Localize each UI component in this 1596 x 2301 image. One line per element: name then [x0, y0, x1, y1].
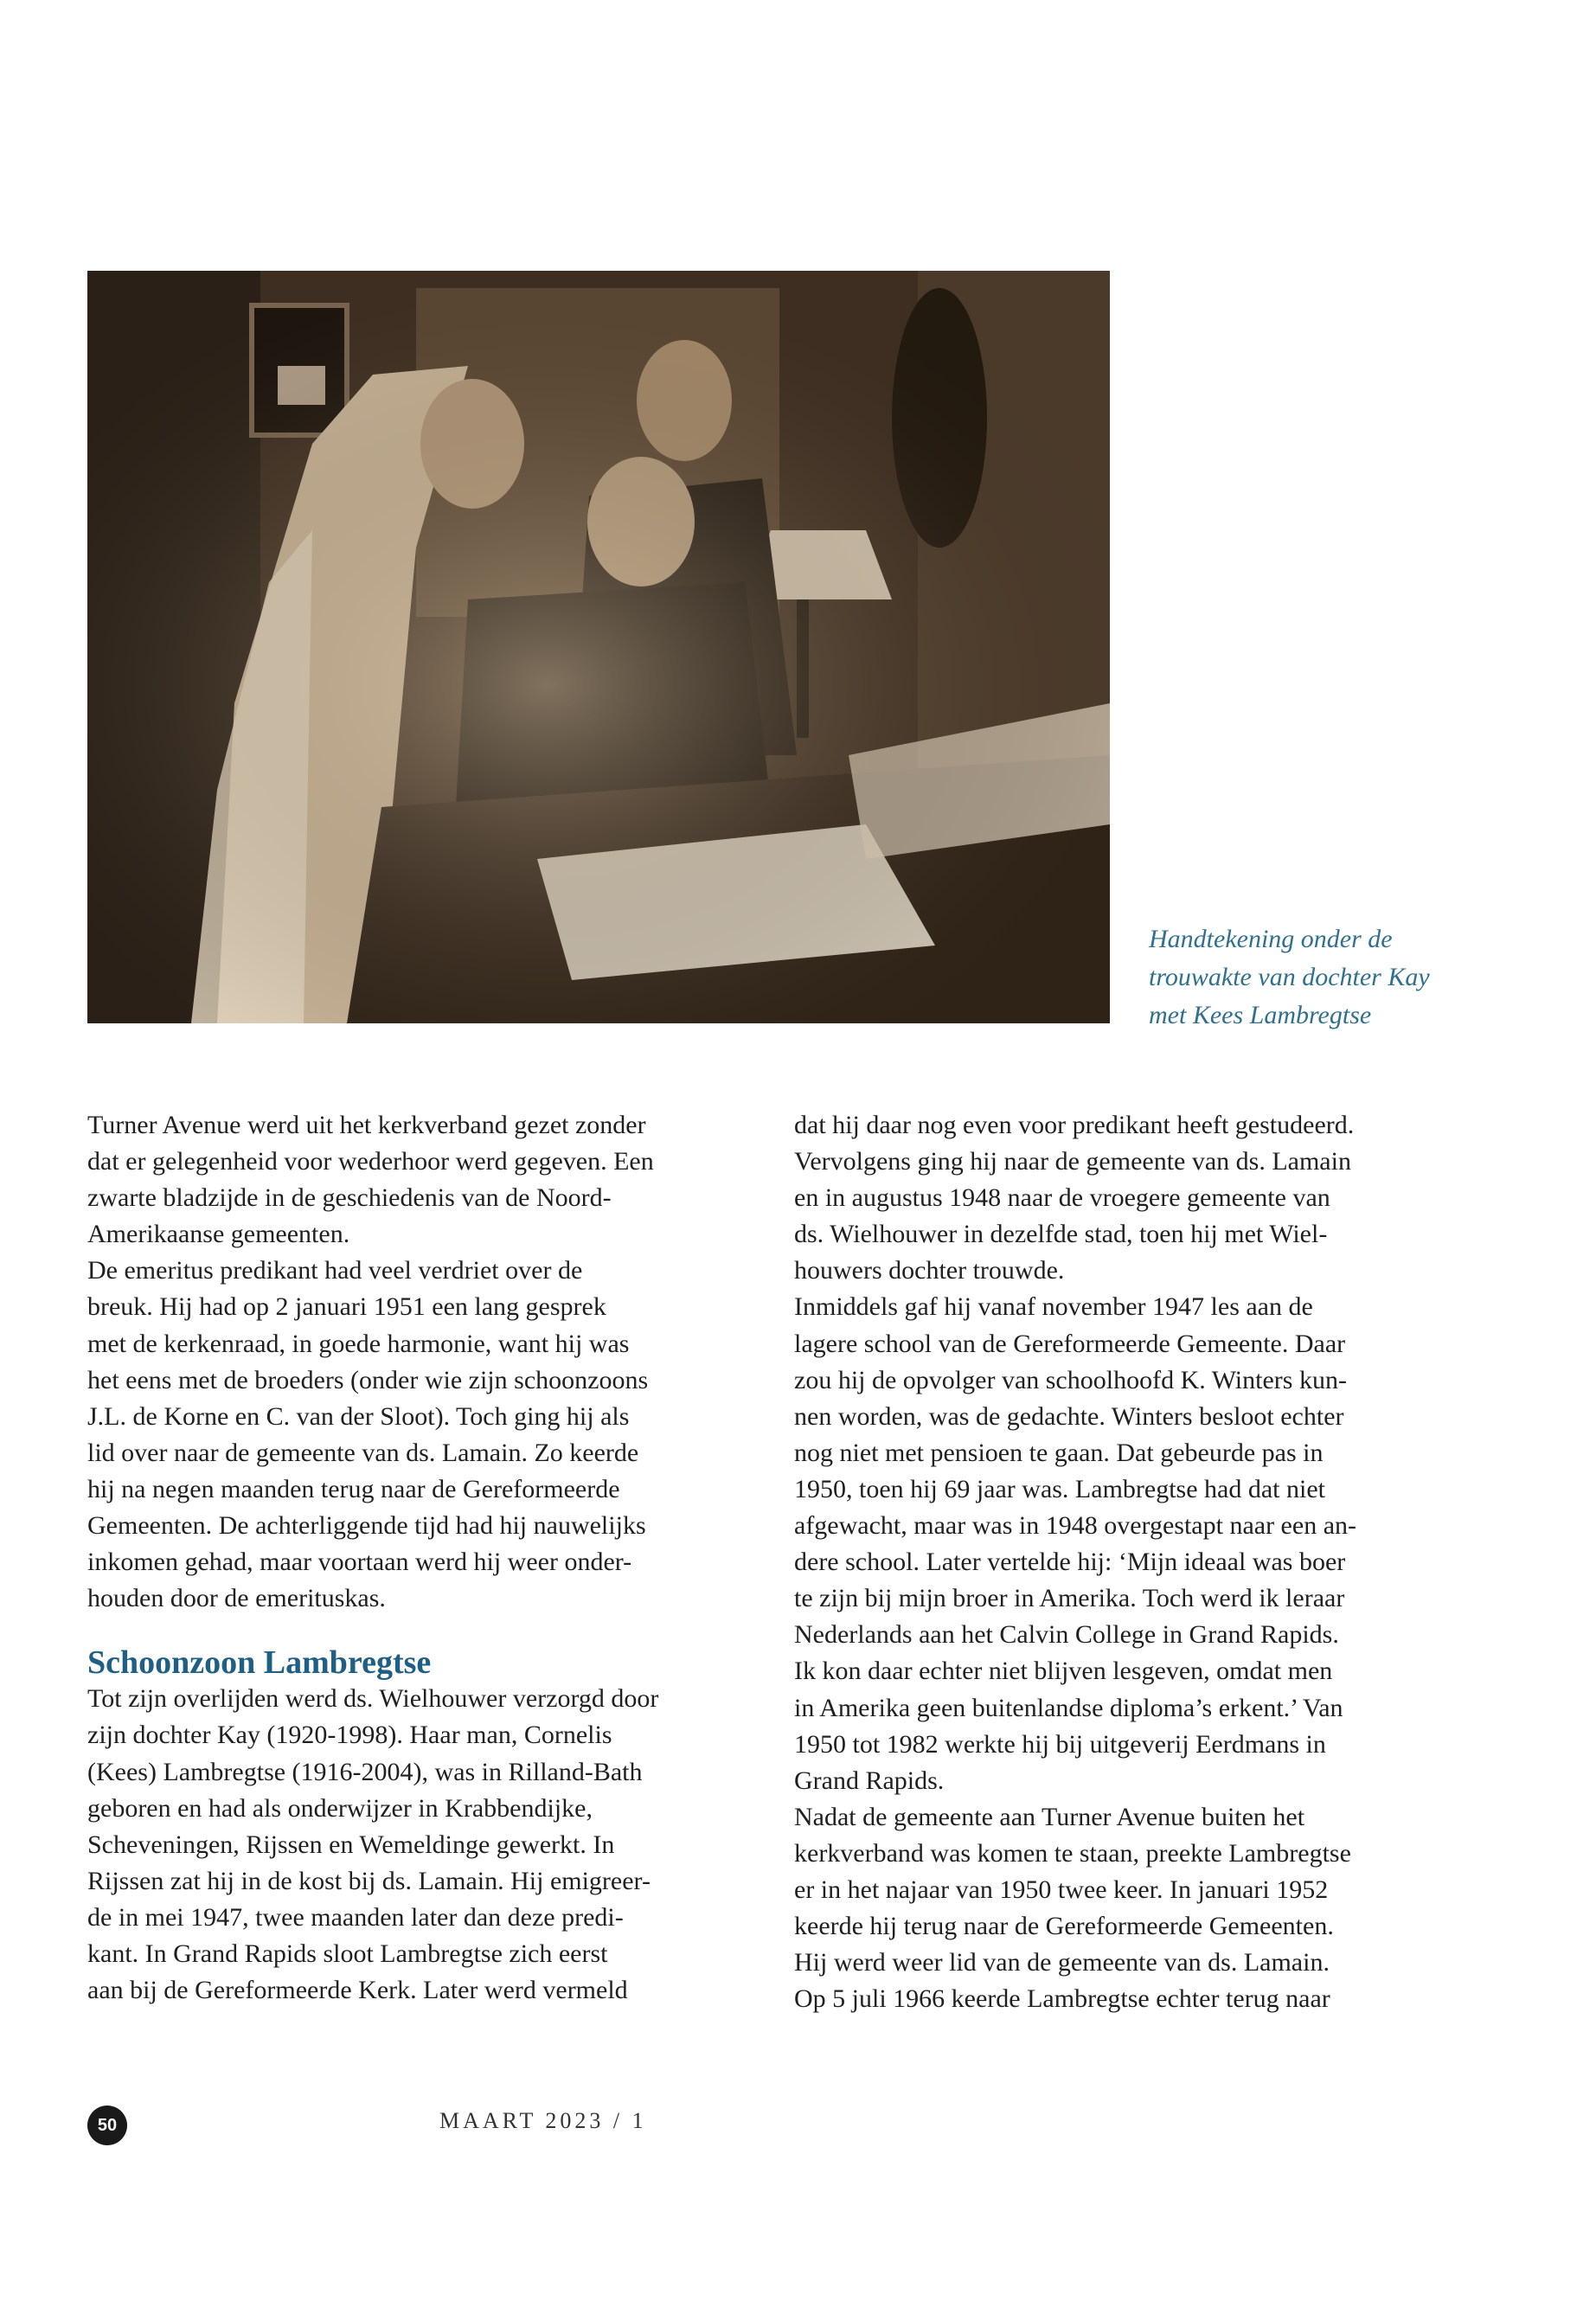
- text-line: De emeritus predikant had veel verdriet over de: [87, 1256, 583, 1285]
- text-line: dat hij daar nog even voor predikant heeft gestudeerd.: [794, 1111, 1355, 1139]
- text-line: Gemeenten. De achterliggende tijd had hij nauwelijks: [87, 1511, 646, 1541]
- text-line: aan bij de Gereformeerde Kerk. Later werd vermeld: [87, 1976, 628, 2005]
- text-line: houwers dochter trouwde.: [794, 1256, 1065, 1285]
- caption-line: Handtekening onder de: [1149, 925, 1393, 953]
- caption-line: trouwakte van dochter Kay: [1149, 963, 1430, 991]
- text-line: kant. In Grand Rapids sloot Lambregtse zich eerst: [87, 1939, 608, 1968]
- text-line: Nadat de gemeente aan Turner Avenue buiten het: [794, 1802, 1305, 1831]
- text-line: dere school. Later vertelde hij: ‘Mijn ideaal was boer: [794, 1548, 1346, 1577]
- right-column: [794, 1107, 1469, 2017]
- text-line: Inmiddels gaf hij vanaf november 1947 les aan de: [794, 1292, 1313, 1322]
- text-line: breuk. Hij had op 2 januari 1951 een lang gesprek: [87, 1292, 606, 1322]
- text-line: Op 5 juli 1966 keerde Lambregtse echter terug naar: [794, 1984, 1330, 2014]
- wedding-photo-icon: [87, 271, 1110, 1023]
- text-line: te zijn bij mijn broer in Amerika. Toch werd ik leraar: [794, 1584, 1345, 1613]
- text-line: ds. Wielhouwer in dezelfde stad, toen hij met Wiel-: [794, 1220, 1328, 1249]
- text-line: Hij werd weer lid van de gemeente van ds. Lamain.: [794, 1948, 1330, 1977]
- text-line: er in het najaar van 1950 twee keer. In januari 1952: [794, 1875, 1329, 1904]
- section-heading: Schoonzoon Lambregtse: [87, 1644, 432, 1682]
- text-line: Rijssen zat hij in de kost bij ds. Lamain. Hij emigreer-: [87, 1866, 651, 1895]
- caption-line: met Kees Lambregtse: [1149, 1001, 1372, 1029]
- text-line: het eens met de broeders (onder wie zijn schoonzoons: [87, 1365, 649, 1394]
- text-line: geboren en had als onderwijzer in Krabbendijke,: [87, 1793, 593, 1823]
- page-number: 50: [87, 2106, 127, 2145]
- text-line: Grand Rapids.: [794, 1766, 945, 1795]
- text-line: zijn dochter Kay (1920-1998). Haar man, Cornelis: [87, 1721, 612, 1750]
- text-line: Tot zijn overlijden werd ds. Wielhouwer verzorgd door: [87, 1684, 659, 1714]
- left-column: [87, 1107, 762, 2009]
- text-line: houden door de emerituskas.: [87, 1584, 386, 1613]
- text-line: lagere school van de Gereformeerde Gemeente. Daar: [794, 1329, 1346, 1358]
- issue-label: MAART 2023 / 1: [439, 2108, 647, 2133]
- text-line: 1950 tot 1982 werkte hij bij uitgeverij Eerdmans in: [794, 1729, 1326, 1759]
- text-line: nog niet met pensioen te gaan. Dat gebeurde pas in: [794, 1438, 1324, 1467]
- text-line: nen worden, was de gedachte. Winters besloot echter: [794, 1401, 1344, 1431]
- text-line: dat er gelegenheid voor wederhoor werd gegeven. Een: [87, 1147, 654, 1176]
- text-line: hij na negen maanden terug naar de Gereformeerde: [87, 1474, 620, 1503]
- text-line: kerkverband was komen te staan, preekte Lambregtse: [794, 1838, 1351, 1868]
- text-line: Amerikaanse gemeenten.: [87, 1220, 350, 1249]
- text-line: inkomen gehad, maar voortaan werd hij weer onder-: [87, 1548, 632, 1577]
- text-line: de in mei 1947, twee maanden later dan deze predi-: [87, 1902, 624, 1932]
- text-line: Nederlands aan het Calvin College in Grand Rapids.: [794, 1620, 1339, 1650]
- text-line: met de kerkenraad, in goede harmonie, want hij was: [87, 1329, 630, 1358]
- wedding-photo: [87, 271, 1110, 1023]
- text-line: en in augustus 1948 naar de vroegere gemeente van: [794, 1183, 1330, 1213]
- text-line: (Kees) Lambregtse (1916-2004), was in Rilland-Bath: [87, 1757, 643, 1786]
- text-line: zwarte bladzijde in de geschiedenis van de Noord-: [87, 1183, 612, 1213]
- text-line: J.L. de Korne en C. van der Sloot). Toch ging hij als: [87, 1401, 630, 1431]
- text-line: afgewacht, maar was in 1948 overgestapt naar een an-: [794, 1511, 1356, 1541]
- text-line: keerde hij terug naar de Gereformeerde Gemeenten.: [794, 1912, 1334, 1941]
- text-line: Ik kon daar echter niet blijven lesgeven, omdat men: [794, 1657, 1333, 1686]
- photo-caption: [1149, 920, 1555, 1035]
- text-line: Scheveningen, Rijssen en Wemeldinge gewerkt. In: [87, 1830, 615, 1859]
- text-line: Vervolgens ging hij naar de gemeente van ds. Lamain: [794, 1147, 1351, 1176]
- text-line: in Amerika geen buitenlandse diploma’s erkent.’ Van: [794, 1693, 1343, 1722]
- text-line: Turner Avenue werd uit het kerkverband gezet zonder: [87, 1111, 646, 1139]
- text-line: lid over naar de gemeente van ds. Lamain. Zo keerde: [87, 1438, 639, 1467]
- text-line: zou hij de opvolger van schoolhoofd K. Winters kun-: [794, 1365, 1347, 1394]
- text-line: 1950, toen hij 69 jaar was. Lambregtse had dat niet: [794, 1474, 1325, 1503]
